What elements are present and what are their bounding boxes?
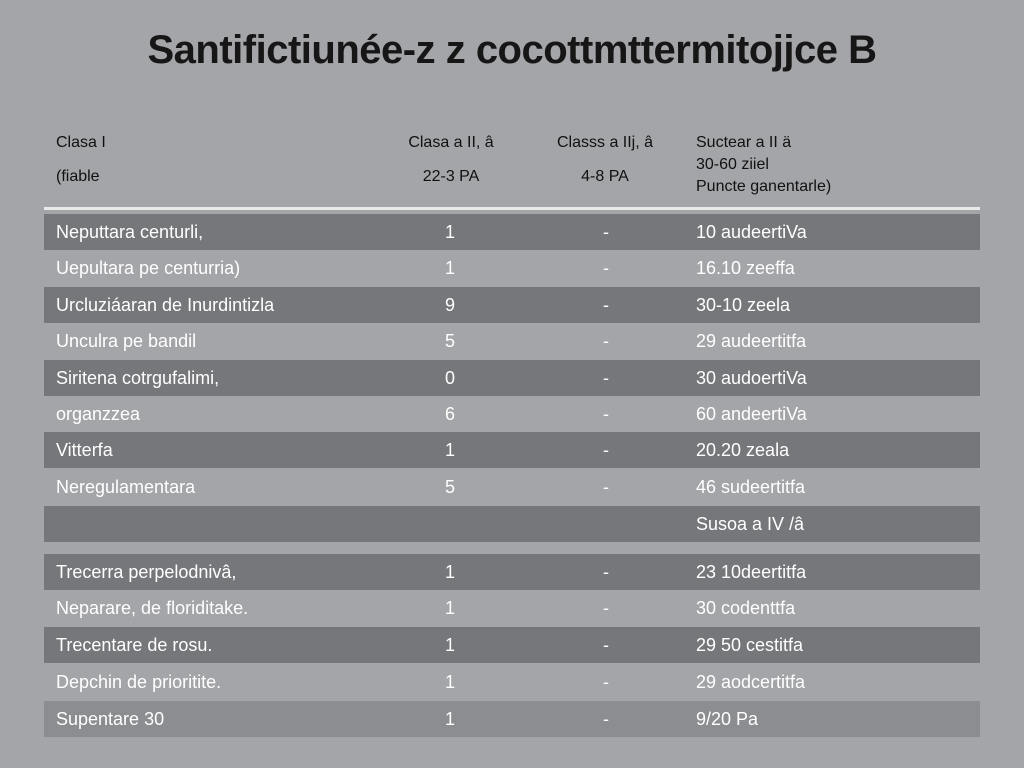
row-value-1: 5: [444, 331, 455, 351]
table-row: [44, 701, 980, 737]
row-value-3: 60 andeertiVa: [696, 404, 807, 424]
row-value-1: 1: [444, 709, 455, 729]
row-value-3: 30 audoertiVa: [696, 368, 807, 388]
row-value-1: 9: [444, 295, 455, 315]
table-row: [44, 590, 980, 626]
table-row: [44, 627, 980, 663]
header-col-3-line-2: 4-8 PA: [581, 168, 629, 185]
row-value-1: 6: [444, 404, 455, 424]
row-value-2: -: [603, 368, 609, 388]
header-col-2-line-2: 22-3 PA: [422, 168, 480, 185]
row-value-3: 30-10 zeela: [696, 295, 791, 315]
header-col-1-line-1: Clasa I: [56, 134, 106, 151]
row-name: Supentare 30: [56, 709, 165, 729]
row-value-1: 1: [444, 222, 455, 242]
row-name: Uepultara pe centurria): [56, 258, 241, 278]
row-name: Neputtara centurli,: [56, 222, 204, 242]
row-name: Urcluziáaran de Inurdintizla: [56, 295, 275, 315]
row-value-2: -: [603, 635, 609, 655]
row-name: Trecentare de rosu.: [56, 635, 213, 655]
row-value-1: 1: [444, 598, 455, 618]
row-name: Neparare, de floriditake.: [56, 598, 249, 618]
row-value-2: -: [603, 598, 609, 618]
row-value-3: 29 audeertitfa: [696, 331, 807, 351]
row-value-2: -: [603, 709, 609, 729]
row-value-1: 1: [444, 672, 455, 692]
row-value-2: -: [603, 440, 609, 460]
row-value-2: -: [603, 258, 609, 278]
row-name: Vitterfa: [56, 440, 113, 460]
row-value-2: -: [603, 672, 609, 692]
row-value-3: 9/20 Pa: [696, 709, 759, 729]
table-row: [44, 396, 980, 432]
table-row: [44, 214, 980, 250]
row-value-2: -: [603, 222, 609, 242]
row-name: Neregulamentara: [56, 477, 196, 497]
row-value-1: 1: [444, 562, 455, 582]
row-value-1: 1: [444, 635, 455, 655]
row-name: Trecerra perpelodnivâ,: [56, 562, 237, 582]
table-row: [44, 554, 980, 590]
row-name: Depchin de prioritite.: [56, 672, 222, 692]
row-value-2: -: [603, 477, 609, 497]
header-col-2-line-1: Clasa a II, â: [408, 134, 494, 151]
table-row: [44, 664, 980, 700]
table-row: [44, 469, 980, 505]
section-row: [44, 506, 980, 542]
row-value-1: 0: [444, 368, 455, 388]
row-value-3: 10 audeertiVa: [696, 222, 807, 242]
table-row: [44, 250, 980, 286]
table-row: [44, 323, 980, 359]
page-title: Santifictiunée-z z cocottmttermitojjce B: [147, 28, 877, 72]
row-value-2: -: [603, 404, 609, 424]
header-col-4-line-1: Suctear a II ä: [696, 134, 792, 151]
row-value-2: -: [603, 331, 609, 351]
header-col-3-line-1: Classs a IIj, â: [556, 134, 654, 151]
table-row: [44, 432, 980, 468]
row-value-2: -: [603, 295, 609, 315]
table-row: [44, 287, 980, 323]
row-name: Unculra pe bandil: [56, 331, 197, 351]
row-value-3: 46 sudeertitfa: [696, 477, 806, 497]
row-value-3: 20.20 zeala: [696, 440, 790, 460]
table-row: [44, 360, 980, 396]
row-value-3: 29 aodcertitfa: [696, 672, 806, 692]
row-name: Siritena cotrgufalimi,: [56, 368, 220, 388]
row-name: organzzea: [56, 404, 141, 424]
section-label: Susoa a IV /â: [696, 514, 805, 534]
row-value-1: 1: [444, 258, 455, 278]
header-col-4-line-2: 30-60 ziiel: [696, 156, 769, 173]
header-col-1-line-2: (fiable: [56, 168, 100, 185]
row-value-1: 1: [444, 440, 455, 460]
row-value-3: 30 codenttfa: [696, 598, 796, 618]
row-value-2: -: [603, 562, 609, 582]
row-value-3: 23 10deertitfa: [696, 562, 807, 582]
header-col-4-line-3: Puncte ganentarle): [696, 178, 832, 195]
row-value-3: 29 50 cestitfa: [696, 635, 804, 655]
table-body: [44, 0, 980, 768]
row-value-1: 5: [444, 477, 455, 497]
row-value-3: 16.10 zeeffa: [696, 258, 795, 278]
